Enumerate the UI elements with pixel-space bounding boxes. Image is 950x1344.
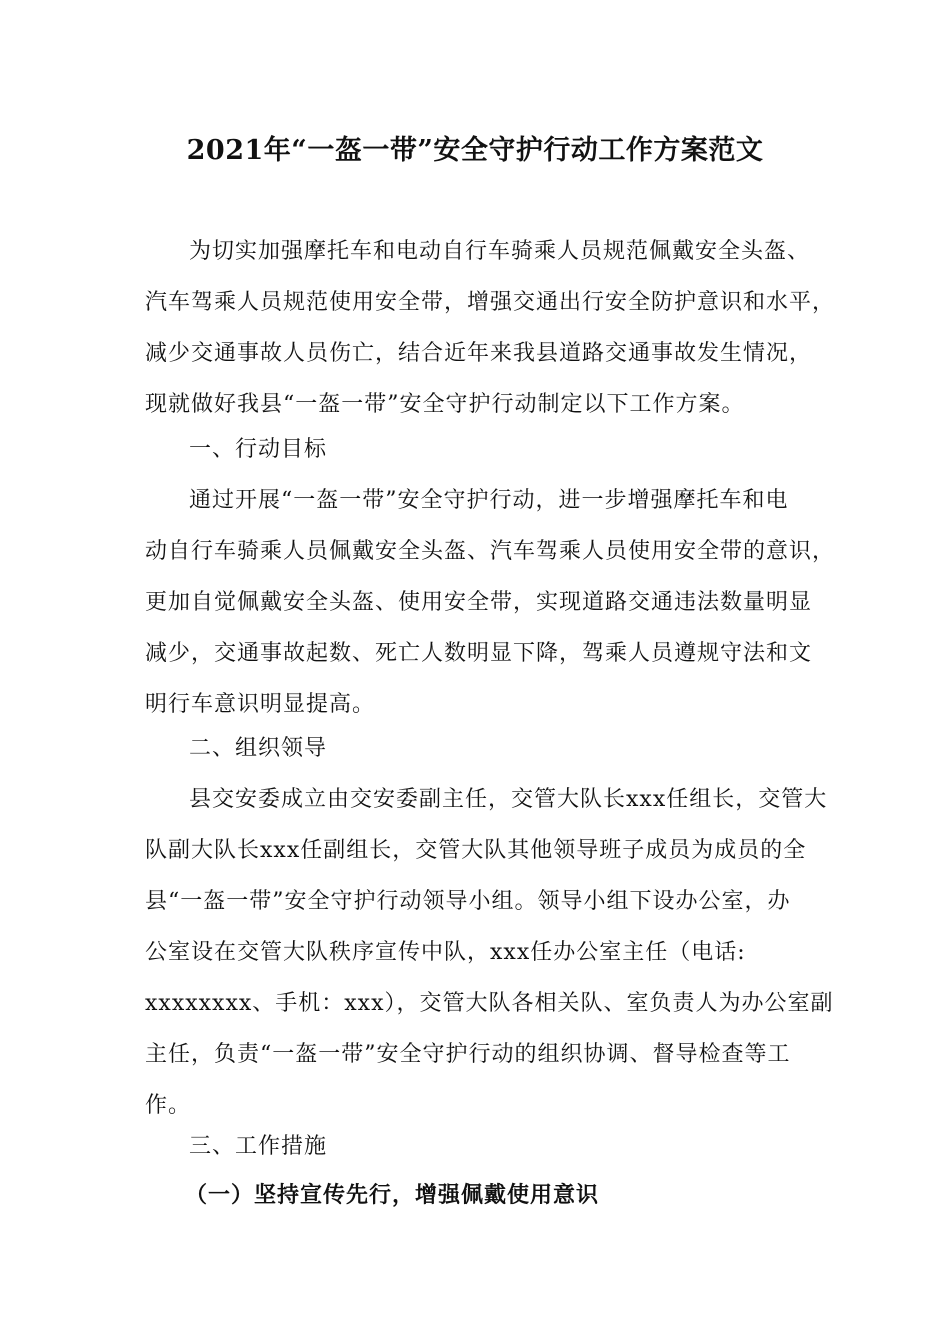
section-1-line: 通过开展“一盔一带”安全守护行动，进一步增强摩托车和电 [189, 488, 789, 513]
section-1-line: 减少，交通事故起数、死亡人数明显下降，驾乘人员遵规守法和文 [145, 641, 813, 666]
section-1 [145, 424, 810, 475]
section-2-paragraph [145, 774, 834, 1131]
section-2 [145, 723, 810, 774]
section-1-heading: 一、行动目标 [189, 437, 328, 462]
section-1-line: 动自行车骑乘人员佩戴安全头盔、汽车驾乘人员使用安全带的意识， [145, 539, 836, 564]
section-2-line: 主任，负责“一盔一带”安全守护行动的组织协调、督导检查等工 [145, 1042, 791, 1067]
section-2-line: 队副大队长xxx任副组长，交管大队其他领导班子成员为成员的全 [145, 838, 807, 863]
section-3-sub [145, 1170, 810, 1221]
section-1-line: 更加自觉佩戴安全头盔、使用安全带，实现道路交通违法数量明显 [145, 590, 813, 615]
section-2-heading: 二、组织领导 [189, 736, 328, 761]
document-title: 2021年“一盔一带”安全守护行动工作方案范文 [186, 135, 764, 166]
section-2-line: 县“一盔一带”安全守护行动领导小组。领导小组下设办公室，办 [145, 889, 791, 914]
section-3 [145, 1121, 810, 1172]
intro-line: 汽车驾乘人员规范使用安全带，增强交通出行安全防护意识和水平， [145, 290, 836, 315]
section-2-line: 县交安委成立由交安委副主任，交管大队长xxx任组长，交管大 [189, 787, 828, 812]
section-2-line: 作。 [145, 1093, 192, 1118]
section-1-paragraph [145, 475, 836, 730]
intro-line: 为切实加强摩托车和电动自行车骑乘人员规范佩戴安全头盔、 [189, 239, 811, 264]
section-3-heading: 三、工作措施 [189, 1134, 328, 1159]
intro-paragraph [145, 226, 836, 430]
intro-line: 减少交通事故人员伤亡，结合近年来我县道路交通事故发生情况， [145, 341, 813, 366]
intro-line: 现就做好我县“一盔一带”安全守护行动制定以下工作方案。 [145, 392, 745, 417]
section-2-line: xxxxxxxx、手机：xxx），交管大队各相关队、室负责人为办公室副 [145, 991, 834, 1016]
section-1-line: 明行车意识明显提高。 [145, 692, 376, 717]
section-2-line: 公室设在交管大队秩序宣传中队，xxx任办公室主任（电话: [145, 940, 746, 965]
section-3-subheading: （一）坚持宣传先行，增强佩戴使用意识 [185, 1182, 600, 1208]
